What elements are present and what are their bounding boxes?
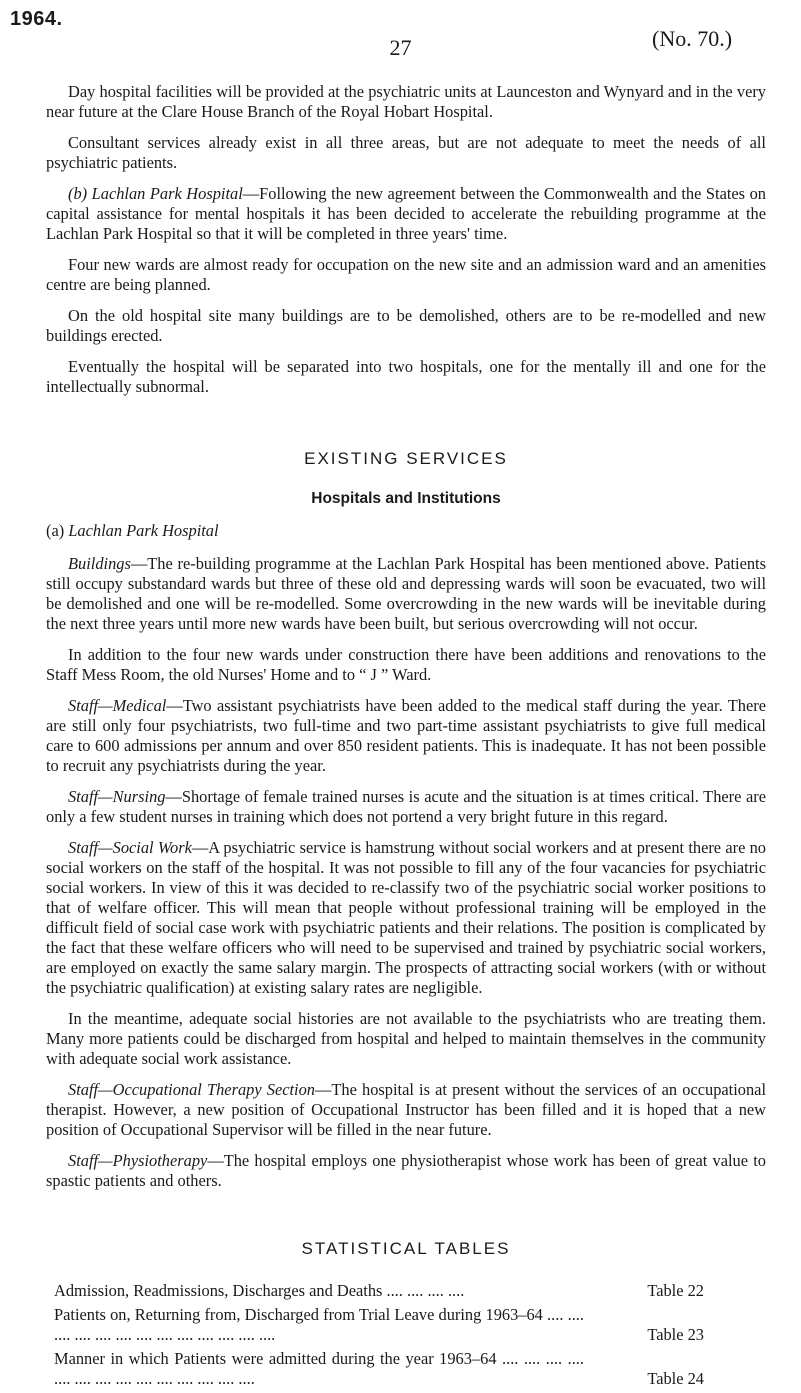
section-text: —Shortage of female trained nurses is acute and the situation is at times critical. There are only a few student nurses in training which does not portend a very bright future in this regard. xyxy=(46,787,766,826)
intro-paragraph-2: Consultant services already exist in all three areas, but are not adequate to meet the needs of all psychiatric patients. xyxy=(46,133,766,172)
buildings-paragraph xyxy=(46,554,766,634)
table-row-description: Patients on, Returning from, Discharged from Trial Leave during 1963–64 .... .... .... .... .... .... .... .... .... .... .... .... .... xyxy=(54,1305,584,1344)
table-row xyxy=(54,1281,704,1305)
section-label: Staff—Social Work xyxy=(68,838,192,857)
lachlan-paragraph-1: Four new wards are almost ready for occupation on the new site and an admission ward and an amenities centre are being planned. xyxy=(46,255,766,294)
table-row-reference: Table 24 xyxy=(647,1369,704,1388)
staff-nursing-paragraph xyxy=(46,787,766,827)
subsection-name: Lachlan Park Hospital xyxy=(68,521,219,540)
section-label: Buildings xyxy=(68,554,131,573)
document-number: (No. 70.) xyxy=(652,26,733,51)
staff-social-work-paragraph xyxy=(46,838,766,998)
table-row-description: Manner in which Patients were admitted during the year 1963–64 .... .... .... .... .... .... .... .... .... .... .... .... .... .... xyxy=(54,1349,584,1388)
hospitals-institutions-heading: Hospitals and Institutions xyxy=(311,490,501,507)
lachlan-park-subheading xyxy=(46,521,766,541)
lachlan-intro-label: (b) Lachlan Park Hospital xyxy=(68,184,243,203)
subsection-letter: (a) xyxy=(46,521,65,540)
additions-paragraph xyxy=(46,645,766,685)
table-row-reference: Table 23 xyxy=(647,1325,704,1344)
section-label: Staff—Physiotherapy xyxy=(68,1151,208,1170)
section-text: —Two assistant psychiatrists have been added to the medical staff during the year. There are still only four psychiatrists, two full-time and two part-time assistant psychiatrists to give full medical care to 600 admissions per annum and over 850 resident patients. This is inadequate. It has not been possible to recruit any psychiatrists during the year. xyxy=(46,696,766,775)
lachlan-intro-text: —Following the new agreement between the Commonwealth and the States on capital assistance for mental hospitals it has been decided to accelerate the rebuilding programme at the Lachlan Park Hospital so that it will be completed in three years' time. xyxy=(46,184,766,243)
table-row-description: Admission, Readmissions, Discharges and Deaths .... .... .... .... xyxy=(54,1281,465,1300)
section-text: —The hospital is at present without the services of an occupational therapist. However, a new position of Occupational Instructor has been filled and it is hoped that a new position of Occupational Supervisor will be filled in the near future. xyxy=(46,1080,766,1139)
staff-physiotherapy-paragraph xyxy=(46,1151,766,1191)
social-histories-paragraph xyxy=(46,1009,766,1069)
table-row xyxy=(54,1349,704,1393)
lachlan-paragraph-3: Eventually the hospital will be separated into two hospitals, one for the mentally ill and one for the intellectually subnormal. xyxy=(46,357,766,396)
statistical-tables-heading: STATISTICAL TABLES xyxy=(301,1239,511,1258)
table-row-reference: Table 22 xyxy=(647,1281,704,1300)
lachlan-paragraph-2: On the old hospital site many buildings are to be demolished, others are to be re-modelled and new buildings erected. xyxy=(46,306,766,345)
section-text: —The hospital employs one physiotherapist whose work has been of great value to spastic patients and others. xyxy=(46,1151,766,1190)
section-text: In the meantime, adequate social histories are not available to the psychiatrists who are treating them. Many more patients could be discharged from hospital and helped to maintain themselves in the community with adequate social work assistance. xyxy=(46,1009,766,1068)
section-label: Staff—Nursing xyxy=(68,787,166,806)
section-label: Staff—Medical xyxy=(68,696,167,715)
section-text: —The re-building programme at the Lachlan Park Hospital has been mentioned above. Patients still occupy substandard wards but three of these old and depressing wards will soon be evacuated, two will be demolished and one will be re-modelled. Some overcrowding in the new wards will be inevitable during the next three years until more new wards have been built, but serious overcrowding will not occur. xyxy=(46,554,766,633)
section-text: In addition to the four new wards under construction there have been additions and renovations to the Staff Mess Room, the old Nurses' Home and to “ J ” Ward. xyxy=(46,645,766,684)
year-label: 1964. xyxy=(10,8,63,30)
lachlan-intro-paragraph xyxy=(46,184,766,244)
document-body xyxy=(46,82,766,1393)
intro-paragraph-1: Day hospital facilities will be provided at the psychiatric units at Launceston and Wynyard and in the very near future at the Clare House Branch of the Royal Hobart Hospital. xyxy=(46,82,766,121)
section-text: —A psychiatric service is hamstrung without social workers and at present there are no social workers on the staff of the hospital. It was not possible to fill any of the four vacancies for psychiatric social workers. In view of this it was decided to re-classify two of the psychiatric social worker positions to that of welfare officer. This will mean that people without professional training will be employed in the difficult field of social case work with psychiatric patients and their relations. The position is complicated by the fact that these welfare officers who will need to be supervised and trained by psychiatric social workers, are employed on exactly the same salary margin. The prospects of attracting social workers (with or without the psychiatric qualification) at existing salary rates are negligible. xyxy=(46,838,766,997)
section-label: Staff—Occupational Therapy Section xyxy=(68,1080,315,1099)
table-row xyxy=(54,1305,704,1349)
staff-occupational-therapy-paragraph xyxy=(46,1080,766,1140)
existing-services-heading: EXISTING SERVICES xyxy=(304,449,508,468)
statistical-tables-list xyxy=(54,1281,704,1393)
page-number: 27 xyxy=(389,35,412,60)
staff-medical-paragraph xyxy=(46,696,766,776)
